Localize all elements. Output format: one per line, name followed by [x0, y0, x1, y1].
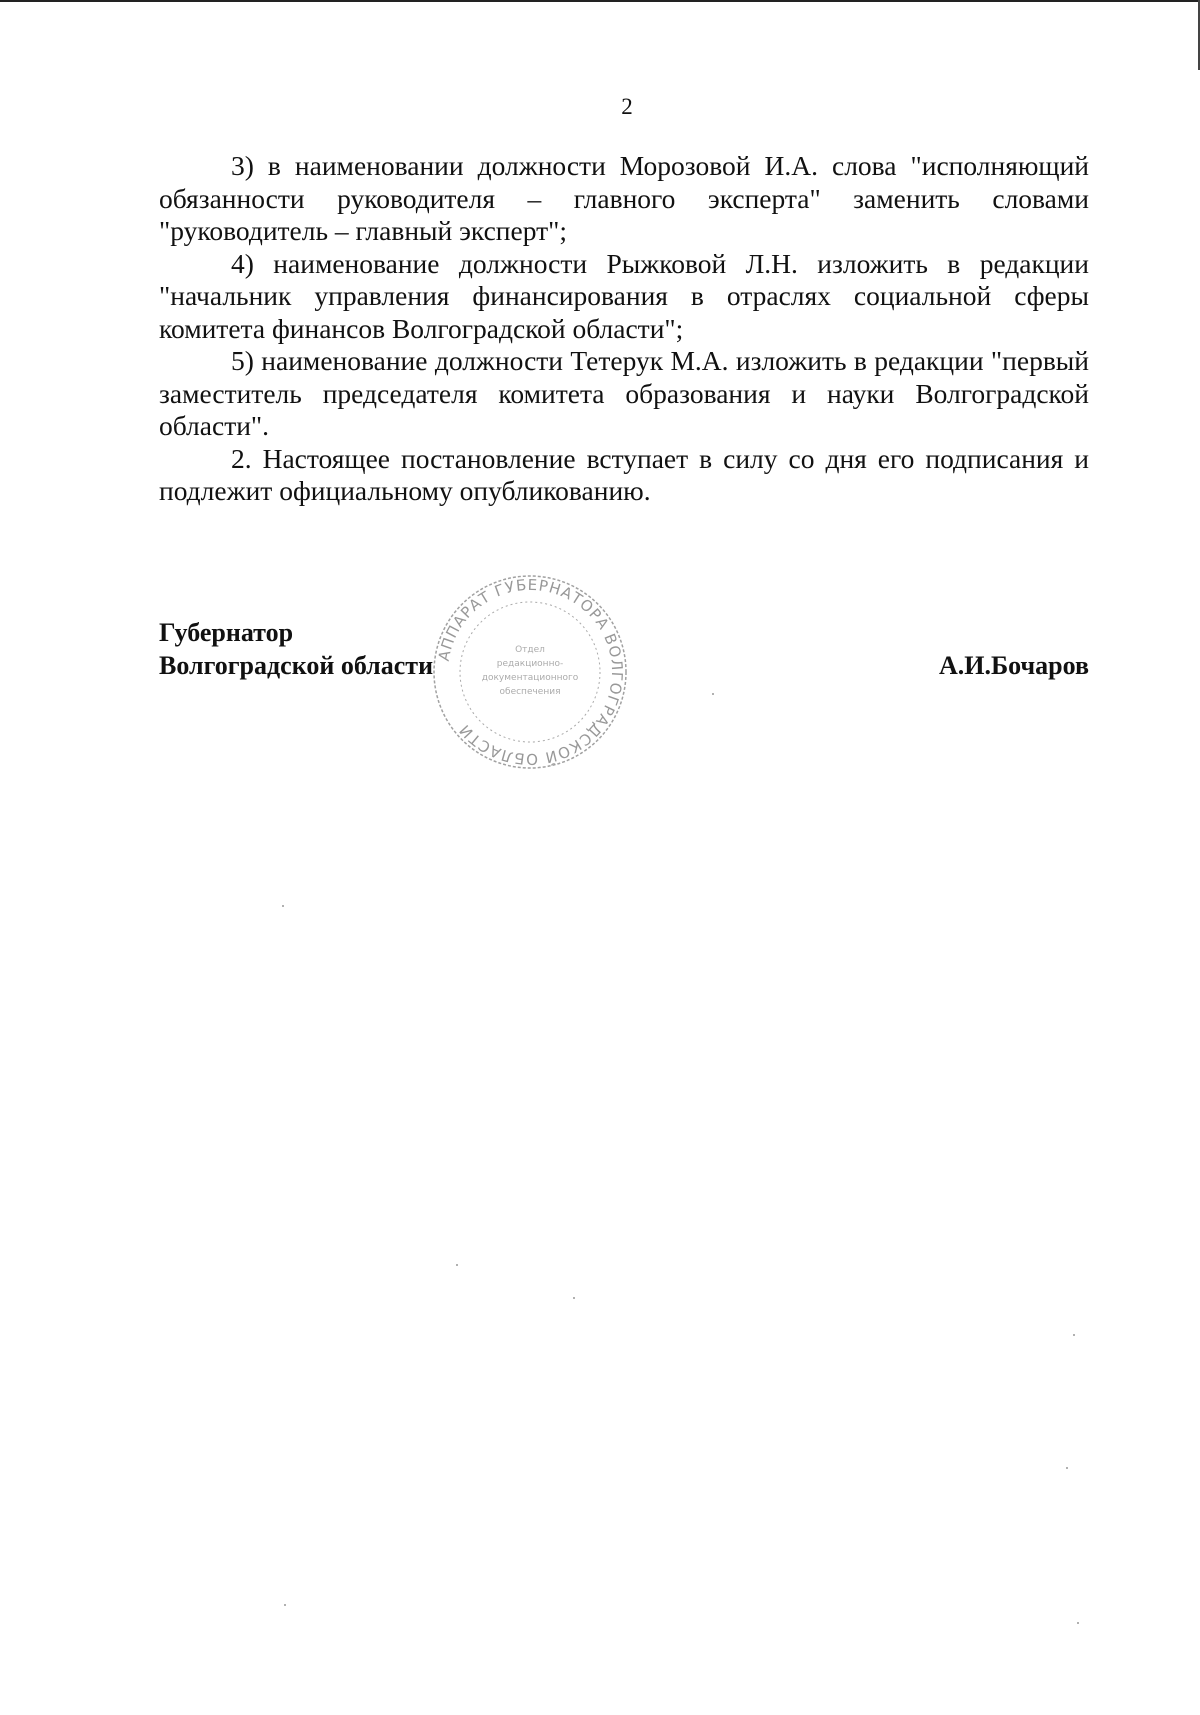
signer-name: А.И.Бочаров — [938, 651, 1089, 680]
scan-speck — [456, 1264, 458, 1266]
stamp-center-line3: документационного — [481, 673, 579, 683]
scan-speck — [1073, 1334, 1075, 1336]
stamp-center-line1: Отдел — [515, 645, 545, 655]
scan-speck — [284, 1604, 286, 1606]
scan-speck — [573, 1297, 575, 1299]
paragraph-section-2: 2. Настоящее постановление вступает в силу со дня его подписания и подлежит официальному опубликованию. — [159, 442, 1089, 506]
signer-title-line1: Губернатор — [159, 618, 294, 647]
paragraph-item-5: 5) наименование должности Тетерук М.А. изложить в редакции "первый заместитель председателя комитета образования и науки Волгоградской области". — [159, 345, 1089, 441]
stamp-ring-text: АППАРАТ ГУБЕРНАТОРА ВОЛГОГРАДСКОЙ ОБЛАСТИ — [434, 575, 627, 769]
stamp-center-line2: редакционно- — [496, 659, 564, 669]
paragraph-item-4: 4) наименование должности Рыжковой Л.Н. изложить в редакции "начальник управления финансирования в отраслях социальной сферы комитета финансов Волгоградской области"; — [159, 247, 1089, 344]
scan-edge-top — [0, 0, 1200, 2]
document-body — [159, 150, 1089, 508]
paragraph-item-3: 3) в наименовании должности Морозовой И.А. слова "исполняющий обязанности руководителя – главного эксперта" заменить словами "руководитель – главный эксперт"; — [159, 150, 1089, 246]
stamp-center-line4: обеспечения — [499, 687, 561, 697]
scan-speck — [1077, 1622, 1079, 1624]
page-number: 2 — [621, 94, 633, 119]
signer-title-line2: Волгоградской области — [159, 651, 434, 680]
official-stamp-icon — [430, 572, 630, 772]
scan-speck — [282, 905, 284, 907]
scan-speck — [712, 693, 714, 695]
scan-speck — [1066, 1467, 1068, 1469]
